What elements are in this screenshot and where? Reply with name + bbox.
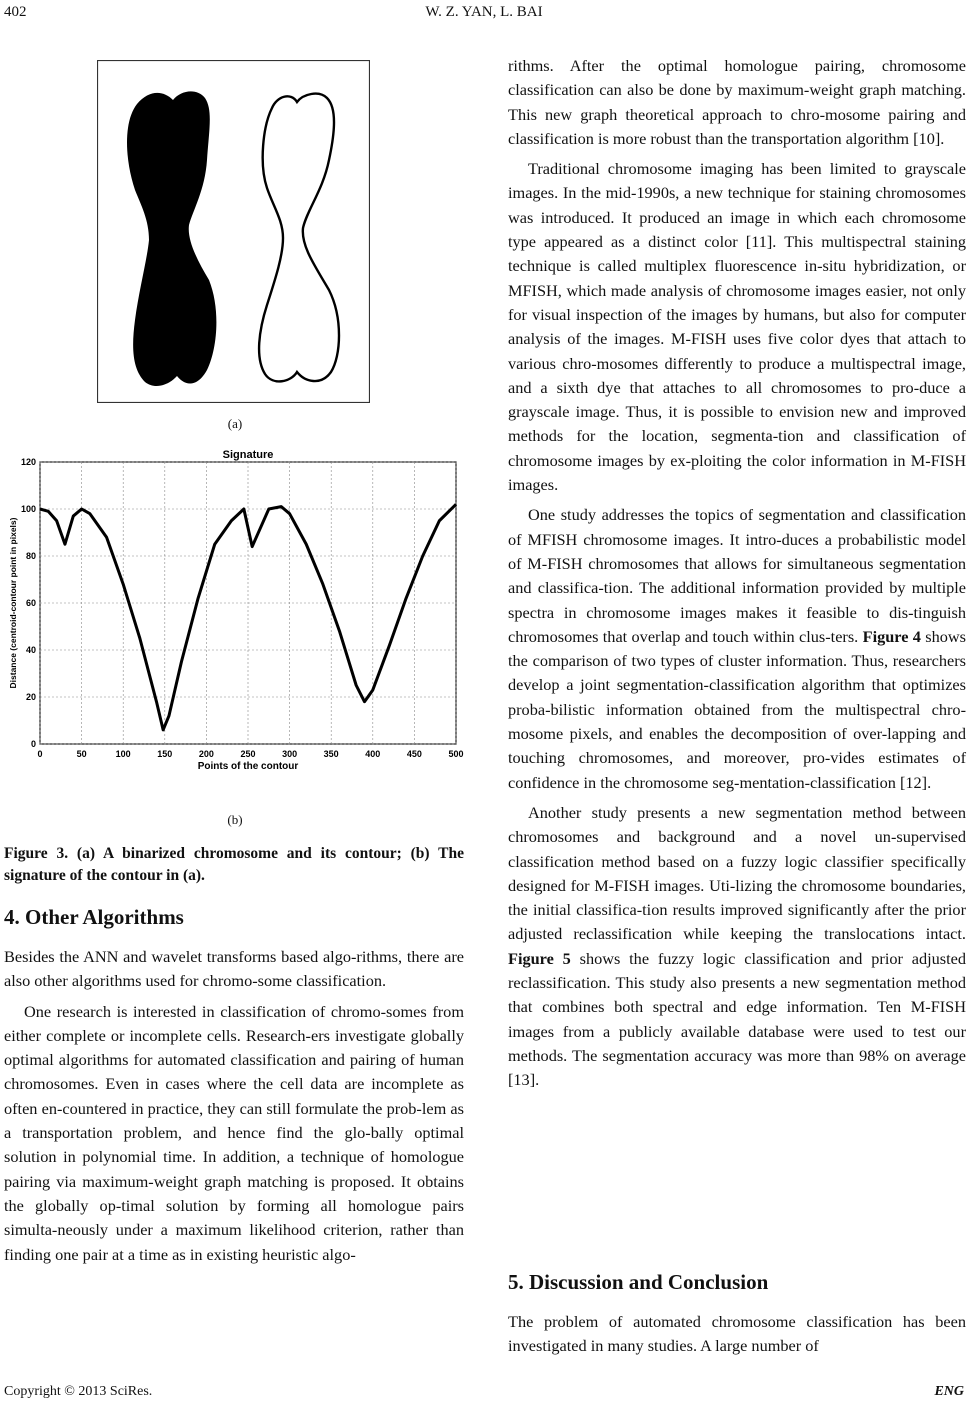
figure-caption: Figure 3. (a) A binarized chromosome and its contour; (b) The signature of the contour in (a). — [4, 845, 464, 884]
running-title: W. Z. YAN, L. BAI — [425, 4, 543, 20]
right-column-text-end — [508, 1310, 966, 1359]
x-tick-label: 350 — [323, 749, 339, 759]
x-tick-label: 50 — [76, 749, 87, 759]
y-tick-label: 40 — [25, 645, 36, 655]
x-tick-label: 250 — [240, 749, 256, 759]
page-number: 402 — [4, 4, 27, 20]
y-tick-label: 80 — [25, 551, 36, 561]
section-5-heading: 5. Discussion and Conclusion — [508, 1270, 769, 1294]
figure-5-reference: Figure 5 — [508, 948, 571, 968]
x-tick-label: 200 — [198, 749, 214, 759]
binarized-chromosome-image — [97, 60, 370, 403]
paragraph: Traditional chromosome imaging has been limited to grayscale images. In the mid-1990s, a new technique for staining chromosomes was introduced. It produced an image in which each chromosome type appeared as a distinct color [11]. This multispectral staining technique is called multiplex fluorescence in-situ hybridization, or MFISH, which made analysis of chromosome images easier, not only for visual inspection of the images by humans, but also for computer analysis of the images. M-FISH uses five color dyes that attach to various chro-mosomes differently to produce a multispectral image, and a sixth dye that attaches to all chromosomes to pro-duce a grayscale image. Thus, it is possible to envision new and improved methods for the location, segmenta-tion and classification of chromosome images by ex-ploiting the color information in M-FISH images. — [508, 159, 966, 495]
x-tick-label: 450 — [406, 749, 422, 759]
x-tick-label: 0 — [37, 749, 43, 759]
paragraph-text: shows the comparison of two types of cluster information. Thus, researchers develop a joint segmentation-classification algorithm that optimizes proba-bilistic information obtained from the multispectral chro-mosome pixels, and enables the decomposition of over-lapping and touching chromosomes, and moreover, pro-vides estimates of confidence in the chromosome seg-mentation-classification [12]. — [508, 626, 967, 792]
journal-abbrev: ENG — [934, 1384, 964, 1399]
paragraph: The problem of automated chromosome classification has been investigated in many studies. A large number of — [508, 1312, 966, 1356]
y-tick-label: 20 — [25, 692, 36, 702]
y-axis-label: Distance (centroid-contour point in pixels) — [8, 517, 18, 689]
figure-label-b: (b) — [227, 812, 243, 827]
y-tick-label: 60 — [25, 598, 36, 608]
paragraph: Besides the ANN and wavelet transforms based algo-rithms, there are also other algorithms used for chromo-some classification. — [4, 947, 464, 991]
x-tick-label: 500 — [448, 749, 464, 759]
page-header — [0, 4, 968, 26]
x-tick-label: 400 — [365, 749, 381, 759]
section-4-heading: 4. Other Algorithms — [4, 905, 184, 929]
figure-4-reference: Figure 4 — [862, 626, 921, 646]
y-tick-label: 120 — [20, 457, 36, 467]
y-tick-label: 0 — [30, 739, 36, 749]
right-column-text — [508, 54, 966, 1092]
left-column-text — [4, 945, 464, 1267]
paragraph — [508, 801, 966, 1093]
x-tick-label: 100 — [115, 749, 131, 759]
paragraph: One research is interested in classification of chromo-somes from either complete or incomplete cells. Research-ers investigate globally optimal algorithms for automated classification and pairing of human chromosomes. Even in cases where the cell data are incomplete as often en-countered in practice, they can still formulate the prob-lem as a transportation problem, and hence find the glo-bally optimal solution in polynomial time. In addition, a technique of homologue pairing via maximum-weight graph matching is proposed. It obtains the globally op-timal solution by forming all homologue pairs simulta-neously under a maximum likelihood criterion, rather than finding one pair at a time as in existing heuristic algo- — [4, 1001, 464, 1264]
y-tick-label: 100 — [20, 504, 36, 514]
paragraph — [508, 503, 966, 795]
paragraph-text: Another study presents a new segmentation method between chromosomes and background and a novel un-supervised classification method based on a fuzzy logic classifier specifically designed for M-FISH images. Uti-lizing the chromosome boundaries, the initial classifica-tion results improved significantly after the prior adjusted reclassification while keeping the translocations intact. — [508, 802, 966, 944]
x-tick-label: 150 — [157, 749, 173, 759]
x-axis-label: Points of the contour — [197, 761, 299, 772]
signature-chart — [4, 444, 464, 774]
figure-3b-chart — [4, 444, 464, 774]
paragraph-text: One study addresses the topics of segmentation and classification of MFISH chromosome images. It intro-duces a probabilistic model of M-FISH chromosomes that allows for simultaneous segmentation and classifica-tion. The additional information provided by multiple spectra in chromosome images makes it feasible to dis-tinguish chromosomes that overlap and touch within clus-ters. — [508, 505, 966, 646]
x-tick-label: 300 — [282, 749, 298, 759]
copyright: Copyright © 2013 SciRes. — [4, 1384, 153, 1399]
figure-3a — [97, 60, 370, 403]
paragraph: rithms. After the optimal homologue pairing, chromosome classification can also be done by maximum-weight graph matching. This new graph theoretical approach to chro-mosome pairing and classification is more robust than the transportation algorithm [10]. — [508, 56, 966, 148]
figure-label-a: (a) — [227, 416, 243, 431]
chart-title: Signature — [222, 449, 274, 461]
paragraph-text: shows the fuzzy logic classification and prior adjusted reclassification. This study also presents a new segmentation method that combines both spectral and edge information. Ten M-FISH images from a publicly available database were used to test our methods. The segmentation accuracy was more than 98% on average [13]. — [508, 948, 966, 1090]
